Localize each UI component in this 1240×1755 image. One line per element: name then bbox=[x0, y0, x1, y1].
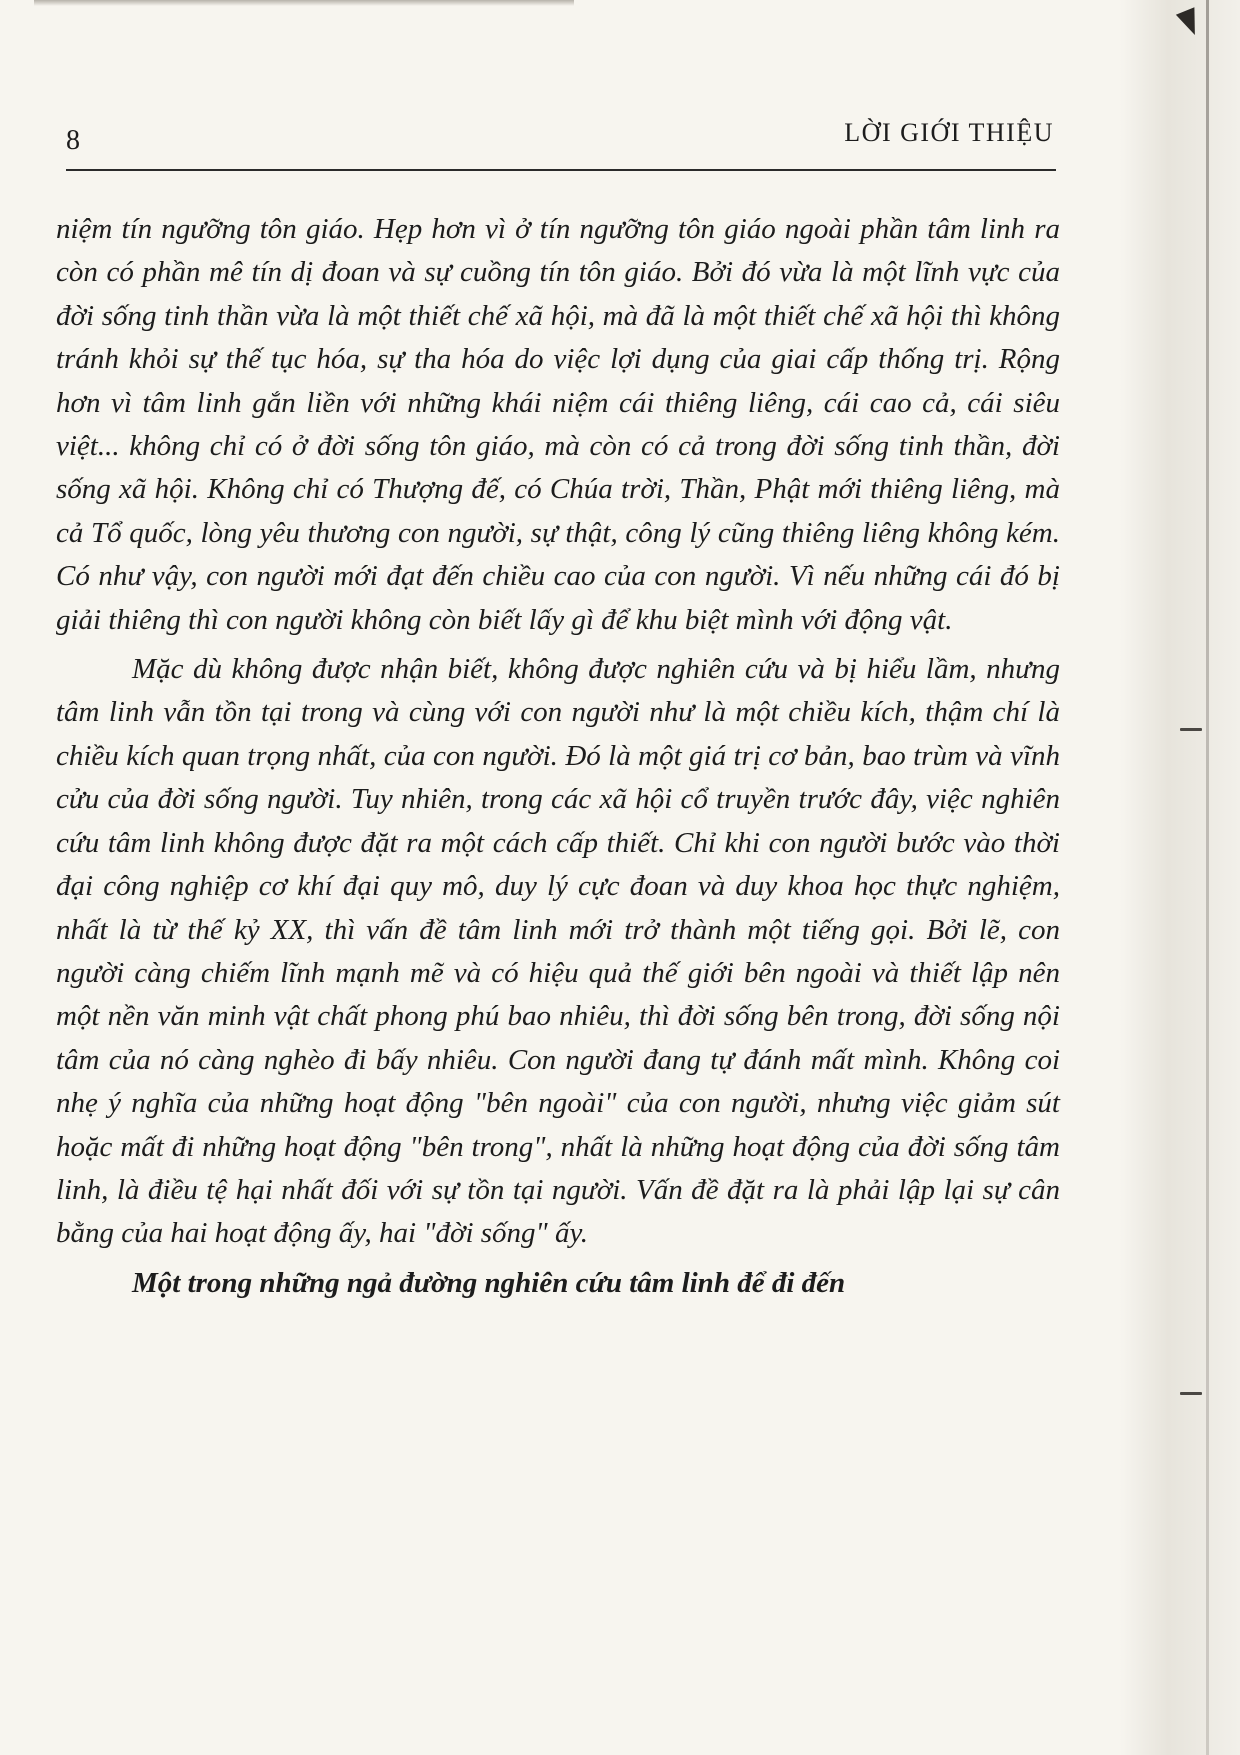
body-text bbox=[56, 208, 1060, 1305]
binding-edge-line bbox=[1206, 0, 1209, 1755]
paragraph-1: niệm tín ngưỡng tôn giáo. Hẹp hơn vì ở tín ngưỡng tôn giáo ngoài phần tâm linh ra còn có phần mê tín dị đoan và sự cuồng tín tôn giáo. Bởi đó vừa là một lĩnh vực của đời sống tinh thần vừa là một thiết chế xã hội, mà đã là một thiết chế xã hội thì không tránh khỏi sự thế tục hóa, sự tha hóa do việc lợi dụng của giai cấp thống trị. Rộng hơn vì tâm linh gắn liền với những khái niệm cái thiêng liêng, cái cao cả, cái siêu việt... không chỉ có ở đời sống tôn giáo, mà còn có cả trong đời sống tinh thần, đời sống xã hội. Không chỉ có Thượng đế, có Chúa trời, Thần, Phật mới thiêng liêng, mà cả Tổ quốc, lòng yêu thương con người, sự thật, công lý cũng thiêng liêng không kém. Có như vậy, con người mới đạt đến chiều cao của con người. Vì nếu những cái đó bị giải thiêng thì con người không còn biết lấy gì để khu biệt mình với động vật. bbox=[56, 213, 1060, 636]
margin-tick-mark bbox=[1180, 1392, 1202, 1395]
running-header bbox=[66, 116, 1054, 166]
page-number: 8 bbox=[66, 125, 80, 156]
paragraph-2: Mặc dù không được nhận biết, không được nghiên cứu và bị hiểu lầm, nhưng tâm linh vẫn tồn tại trong và cùng với con người như là một chiều kích, thậm chí là chiều kích quan trọng nhất, của con người. Đó là một giá trị cơ bản, bao trùm và vĩnh cửu của đời sống người. Tuy nhiên, trong các xã hội cổ truyền trước đây, việc nghiên cứu tâm linh không được đặt ra một cách cấp thiết. Chỉ khi con người bước vào thời đại công nghiệp cơ khí đại quy mô, duy lý cực đoan và duy khoa học thực nghiệm, nhất là từ thế kỷ XX, thì vấn đề tâm linh mới trở thành một tiếng gọi. Bởi lẽ, con người càng chiếm lĩnh mạnh mẽ và có hiệu quả thế giới bên ngoài và thiết lập nên một nền văn minh vật chất phong phú bao nhiêu, thì đời sống bên trong, đời sống nội tâm của nó càng nghèo đi bấy nhiêu. Con người đang tự đánh mất mình. Không coi nhẹ ý nghĩa của những hoạt động "bên ngoài" của con người, nhưng việc giảm sút hoặc mất đi những hoạt động "bên trong", nhất là những hoạt động của đời sống tâm linh, là điều tệ hại nhất đối với sự tồn tại người. Vấn đề đặt ra là phải lập lại sự cân bằng của hai hoạt động ấy, hai "đời sống" ấy. bbox=[56, 653, 1060, 1250]
page-right-edge-shadow bbox=[1120, 0, 1240, 1755]
section-title: LỜI GIỚI THIỆU bbox=[844, 118, 1054, 147]
header-rule bbox=[66, 169, 1056, 171]
paragraph-3: Một trong những ngả đường nghiên cứu tâm linh để đi đến bbox=[132, 1266, 846, 1299]
margin-tick-mark bbox=[1180, 728, 1202, 731]
page-top-edge-shadow bbox=[34, 0, 574, 6]
